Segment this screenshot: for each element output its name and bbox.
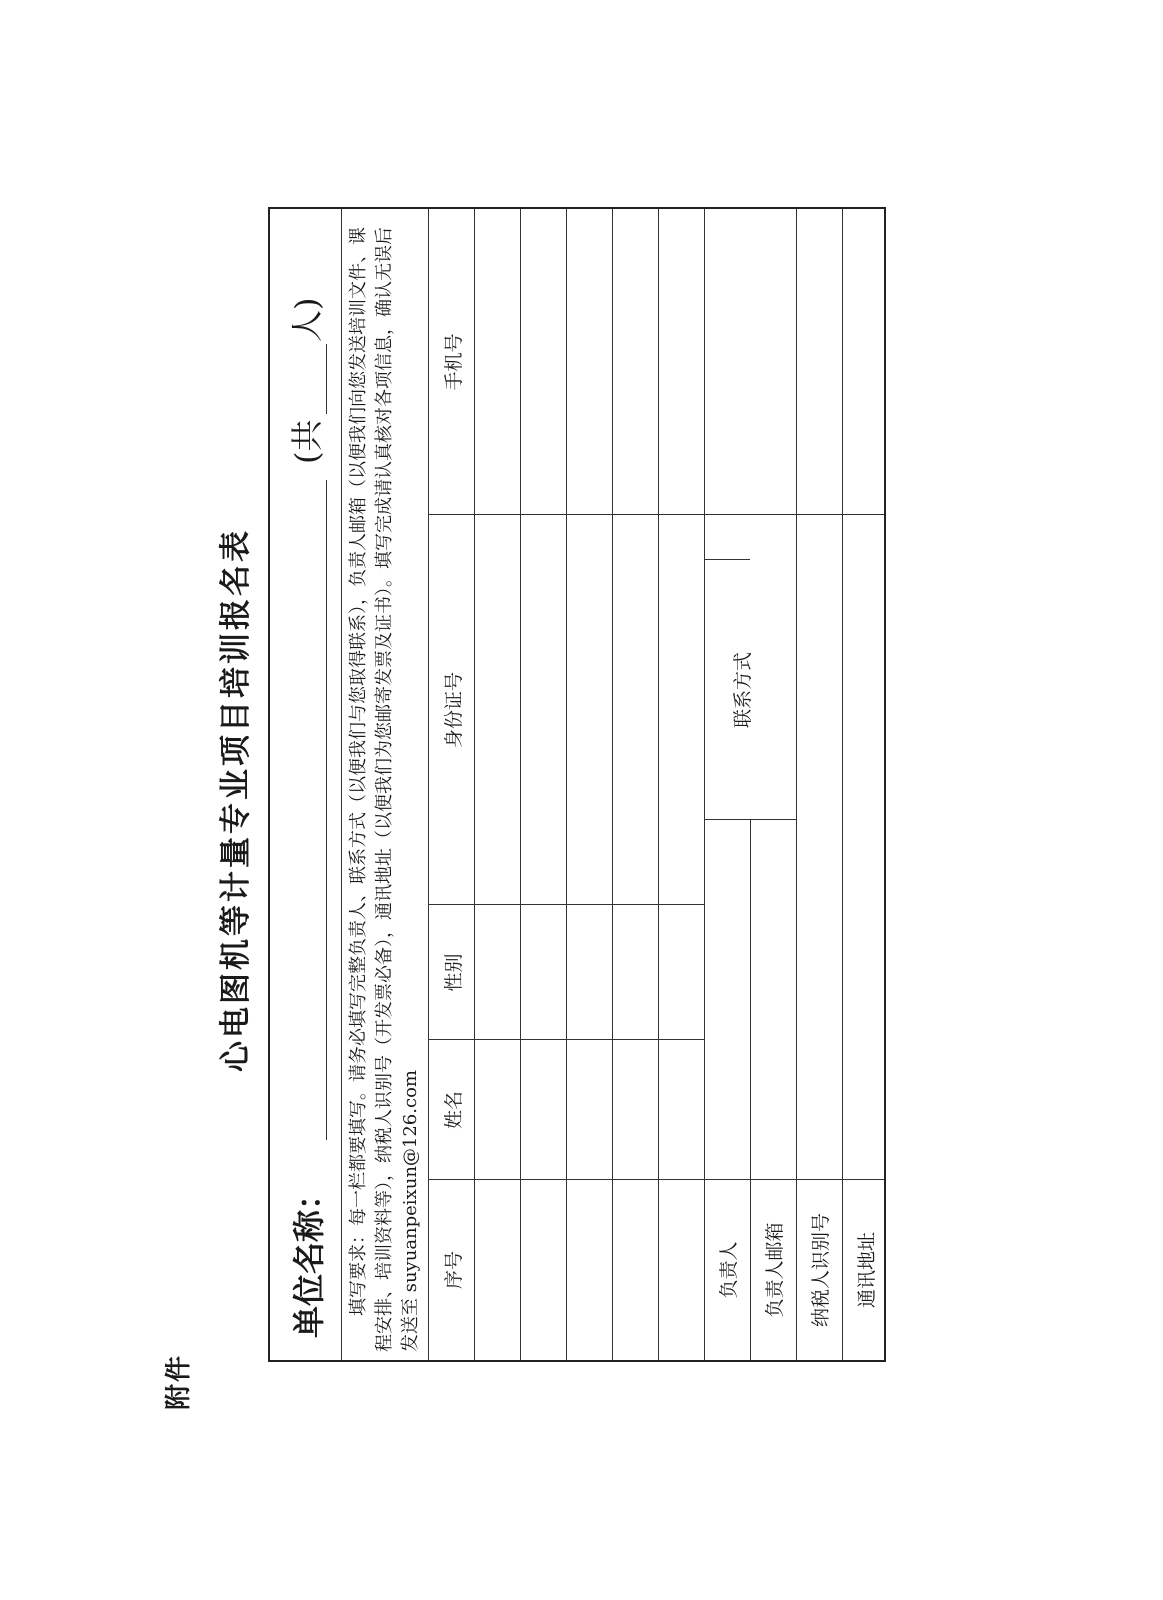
table-hline [658, 209, 659, 1360]
column-header: 姓名 [443, 1091, 465, 1130]
table-vline [428, 514, 704, 515]
table-hline [750, 820, 751, 1360]
attachment-label: 附件 [164, 1353, 194, 1410]
column-header: 手机号 [443, 333, 465, 391]
column-header: 序号 [443, 1251, 465, 1290]
unit-name-field[interactable] [326, 480, 327, 1140]
count-prefix: (共 [288, 419, 326, 464]
registration-form [268, 207, 886, 1362]
table-vline [428, 1039, 704, 1040]
column-header: 性别 [443, 953, 465, 992]
table-hline [428, 209, 429, 1360]
unit-name-row [270, 209, 342, 1360]
table-vline [428, 904, 704, 905]
contact-method-label: 联系方式 [732, 652, 754, 729]
table-hline [796, 209, 797, 1360]
table-vline [704, 514, 884, 515]
table-hline [704, 209, 705, 1360]
count-suffix: 人) [288, 297, 326, 342]
fill-requirements: 填写要求：每一栏都要填写。请务必填写完整负责人、联系方式（以便我们与您取得联系），负责人邮箱（以便我们向您发送培训文件、课程安排、培训资料等），纳税人识别号（开发票必备），通讯地址（以便我们为您邮寄发票及证书）。填写完成请认真核对各项信息，确认无误后发送至 suyuanpeixun@126.com [348, 227, 421, 1352]
table-hline [520, 209, 521, 1360]
table-hline [566, 209, 567, 1360]
table-hline [842, 209, 843, 1360]
table-hline [474, 209, 475, 1360]
bottom-row-label: 负责人邮箱 [764, 1222, 786, 1318]
table-hline [612, 209, 613, 1360]
bottom-row-label: 通讯地址 [856, 1232, 878, 1309]
count-field[interactable] [326, 344, 327, 414]
unit-name-label: 单位名称： [290, 1177, 328, 1338]
form-table [428, 209, 884, 1360]
form-title: 心电图机等计量专业项目培训报名表 [218, 528, 254, 1072]
column-header: 身份证号 [443, 672, 465, 749]
bottom-row-label: 负责人 [718, 1241, 740, 1299]
bottom-row-label: 纳税人识别号 [810, 1213, 832, 1328]
